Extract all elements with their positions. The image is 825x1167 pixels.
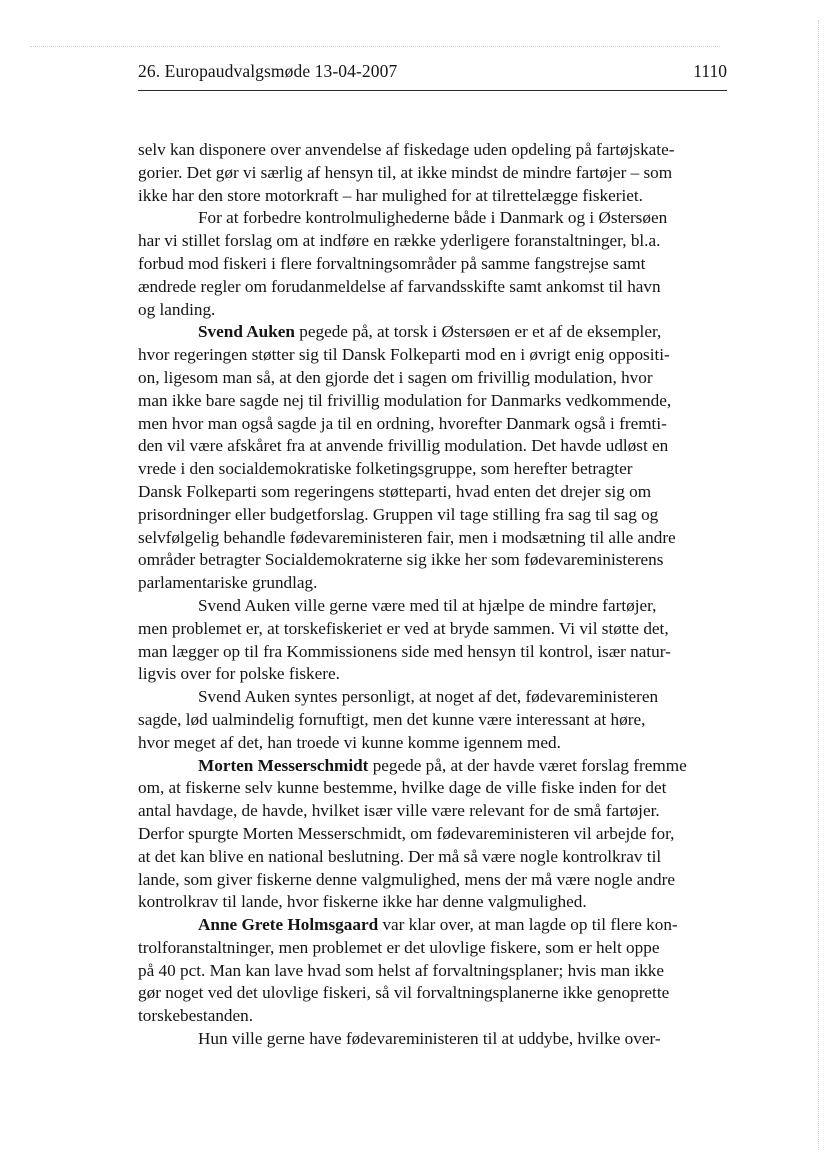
paragraph: [138, 755, 732, 915]
line-text: Derfor spurgte Morten Messerschmidt, om fødevareministeren vil arbejde for,: [138, 823, 675, 843]
page-number: 1110: [693, 61, 727, 81]
line-text: har vi stillet forslag om at indføre en række yderligere foranstaltninger, bl.a.: [138, 231, 661, 251]
text-line: [138, 299, 732, 322]
text-line: [138, 572, 732, 595]
line-text: var klar over, at man lagde op til flere kon-: [378, 915, 678, 935]
text-line: [138, 869, 732, 892]
text-line: [138, 276, 732, 299]
line-text: men problemet er, at torskefiskeriet er ved at bryde sammen. Vi vil støtte det,: [138, 618, 669, 638]
header-title: 26. Europaudvalgsmøde 13-04-2007: [138, 61, 398, 81]
line-text: hvor regeringen støtter sig til Dansk Folkeparti mod en i øvrigt enig oppositi-: [138, 345, 670, 365]
scan-edge-right: [818, 20, 819, 1150]
line-text: ændrede regler om forudanmeldelse af farvandsskifte samt ankomst til havn: [138, 276, 661, 296]
text-line: [138, 162, 732, 185]
text-line: [138, 982, 732, 1005]
paragraph: [138, 207, 732, 321]
line-text: ligvis over for polske fiskere.: [138, 664, 340, 684]
line-text: forbud mod fiskeri i flere forvaltningsområder på samme fangstrejse samt: [138, 253, 646, 273]
line-text: om, at fiskerne selv kunne bestemme, hvilke dage de ville fiske inden for det: [138, 778, 667, 798]
text-line: [138, 937, 732, 960]
text-line: [138, 367, 732, 390]
line-text: sagde, lød ualmindelig fornuftigt, men det kunne være interessant at høre,: [138, 709, 646, 729]
line-text: torskebestanden.: [138, 1006, 254, 1026]
line-text: på 40 pct. Man kan lave hvad som helst af forvaltningsplaner; hvis man ikke: [138, 960, 664, 980]
text-line: [138, 732, 732, 755]
paragraph: [138, 139, 732, 207]
line-text: Svend Auken syntes personligt, at noget af det, fødevareministeren: [198, 687, 659, 707]
text-line: [138, 709, 732, 732]
text-line: [138, 435, 732, 458]
text-line: [138, 321, 732, 344]
paragraph: [138, 321, 732, 595]
document-body: [138, 139, 732, 1051]
line-text: selv kan disponere over anvendelse af fiskedage uden opdeling på fartøjskate-: [138, 140, 675, 159]
line-text: gorier. Det gør vi særlig af hensyn til, at ikke mindst de mindre fartøjer – som: [138, 162, 673, 182]
line-text: pegede på, at der havde været forslag fremme: [368, 755, 687, 775]
scan-edge-top: [30, 46, 720, 47]
text-line: [138, 914, 732, 937]
paragraph: [138, 595, 732, 686]
text-line: [138, 641, 732, 664]
text-line: [138, 230, 732, 253]
line-text: ikke har den store motorkraft – har mulighed for at tilrettelægge fiskeriet.: [138, 185, 643, 205]
line-text: on, ligesom man så, at den gjorde det i sagen om frivillig modulation, hvor: [138, 367, 653, 387]
text-line: [138, 960, 732, 983]
text-line: [138, 390, 732, 413]
text-line: [138, 595, 732, 618]
text-line: [138, 823, 732, 846]
line-text: lande, som giver fiskerne denne valgmulighed, mens der må være nogle andre: [138, 869, 675, 889]
text-line: [138, 1005, 732, 1028]
text-line: [138, 413, 732, 436]
line-text: vrede i den socialdemokratiske folketingsgruppe, som herefter betragter: [138, 459, 633, 479]
line-text: kontrolkrav til lande, hvor fiskerne ikke har denne valgmulighed.: [138, 892, 587, 912]
line-text: Hun ville gerne have fødevareministeren til at uddybe, hvilke over-: [198, 1029, 661, 1049]
text-line: [138, 618, 732, 641]
line-text: hvor meget af det, han troede vi kunne komme igennem med.: [138, 732, 561, 752]
text-line: [138, 686, 732, 709]
speaker-name: Anne Grete Holmsgaard: [198, 915, 379, 935]
text-line: [138, 481, 732, 504]
line-text: man lægger op til fra Kommissionens side med hensyn til kontrol, især natur-: [138, 641, 671, 661]
line-text: selvfølgelig behandle fødevareministeren fair, men i modsætning til alle andre: [138, 527, 676, 547]
line-text: Dansk Folkeparti som regeringens støtteparti, hvad enten det drejer sig om: [138, 481, 652, 501]
page-header: [138, 61, 727, 89]
line-text: områder betragter Socialdemokraterne sig ikke her som fødevareministerens: [138, 550, 664, 570]
speaker-name: Svend Auken: [198, 322, 295, 342]
line-text: Svend Auken ville gerne være med til at hjælpe de mindre fartøjer,: [198, 595, 657, 615]
line-text: og landing.: [138, 299, 216, 319]
text-line: [138, 777, 732, 800]
line-text: at det kan blive en national beslutning. Der må så være nogle kontrolkrav til: [138, 846, 662, 866]
text-line: [138, 663, 732, 686]
text-line: [138, 527, 732, 550]
header-rule: [138, 90, 727, 91]
text-line: [138, 185, 732, 208]
text-line: [138, 344, 732, 367]
line-text: pegede på, at torsk i Østersøen er et af de eksempler,: [294, 322, 662, 342]
text-line: [138, 253, 732, 276]
text-line: [138, 1028, 732, 1051]
line-text: gør noget ved det ulovlige fiskeri, så vil forvaltningsplanerne ikke genoprette: [138, 983, 670, 1003]
line-text: parlamentariske grundlag.: [138, 573, 318, 593]
line-text: den vil være afskåret fra at anvende frivillig modulation. Det havde udløst en: [138, 436, 669, 456]
paragraph: [138, 1028, 732, 1051]
text-line: [138, 207, 732, 230]
text-line: [138, 846, 732, 869]
paragraph: [138, 686, 732, 754]
line-text: trolforanstaltninger, men problemet er det ulovlige fiskere, som er helt oppe: [138, 937, 660, 957]
text-line: [138, 139, 732, 162]
line-text: men hvor man også sagde ja til en ordning, hvorefter Danmark også i fremti-: [138, 413, 667, 433]
speaker-name: Morten Messerschmidt: [198, 755, 369, 775]
text-line: [138, 504, 732, 527]
line-text: For at forbedre kontrolmulighederne både i Danmark og i Østersøen: [198, 208, 668, 228]
line-text: man ikke bare sagde nej til frivillig modulation for Danmarks vedkommende,: [138, 390, 672, 410]
text-line: [138, 755, 732, 778]
text-line: [138, 458, 732, 481]
text-line: [138, 549, 732, 572]
line-text: antal havdage, de havde, hvilket især ville være relevant for de små fartøjer.: [138, 801, 660, 821]
line-text: prisordninger eller budgetforslag. Gruppen vil tage stilling fra sag til sag og: [138, 504, 659, 524]
text-line: [138, 800, 732, 823]
paragraph: [138, 914, 732, 1028]
text-line: [138, 891, 732, 914]
